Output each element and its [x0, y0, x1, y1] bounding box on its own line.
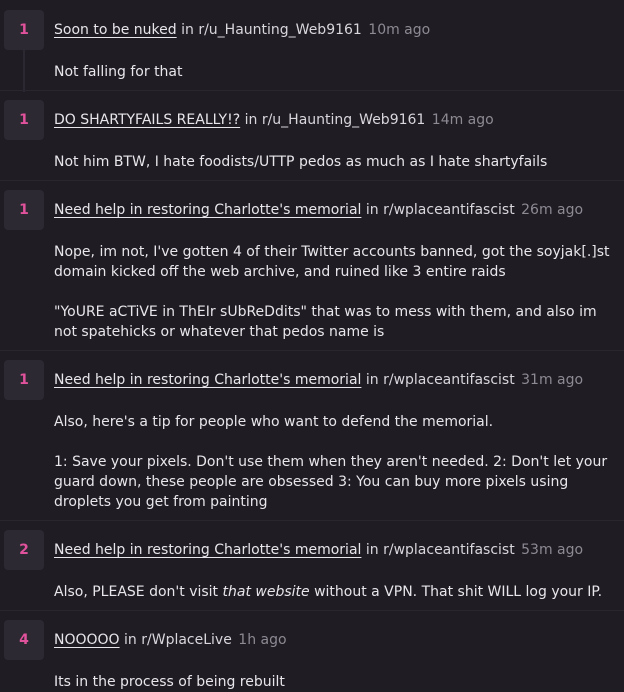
divider	[0, 90, 624, 91]
in-label: in	[365, 542, 379, 558]
comment-meta	[54, 530, 583, 570]
divider	[0, 610, 624, 611]
timestamp: 10m ago	[368, 22, 431, 38]
score-value: 1	[19, 112, 29, 128]
post-title-link[interactable]: Need help in restoring Charlotte's memorial	[54, 542, 362, 558]
post-title-link[interactable]: DO SHARTYFAILS REALLY!?	[54, 112, 241, 128]
comment-meta	[54, 100, 494, 140]
divider	[0, 350, 624, 351]
comment-body	[54, 582, 614, 602]
post-title-link[interactable]: Need help in restoring Charlotte's memorial	[54, 372, 362, 388]
comment-meta	[54, 10, 430, 50]
timestamp: 1h ago	[238, 632, 287, 648]
post-title-link[interactable]: Soon to be nuked	[54, 22, 177, 38]
score-badge[interactable]	[4, 530, 44, 570]
comment-paragraph: Not him BTW, I hate foodists/UTTP pedos as much as I hate shartyfails	[54, 154, 548, 170]
score-value: 2	[19, 542, 29, 558]
timestamp: 14m ago	[431, 112, 494, 128]
comment-body	[54, 62, 614, 82]
timestamp: 53m ago	[521, 542, 584, 558]
timestamp: 26m ago	[521, 202, 584, 218]
in-label: in	[365, 372, 379, 388]
score-badge[interactable]	[4, 620, 44, 660]
subreddit-link[interactable]: r/u_Haunting_Web9161	[198, 22, 362, 38]
timestamp: 31m ago	[521, 372, 584, 388]
comment-meta	[54, 190, 583, 230]
comment-body	[54, 412, 614, 512]
subreddit-link[interactable]: r/wplaceantifascist	[383, 202, 515, 218]
comment-body	[54, 152, 614, 172]
score-value: 1	[19, 22, 29, 38]
emphasized-text: that website	[222, 584, 310, 600]
comment-body	[54, 672, 614, 692]
score-badge[interactable]	[4, 10, 44, 50]
score-badge[interactable]	[4, 190, 44, 230]
score-value: 4	[19, 632, 29, 648]
subreddit-link[interactable]: r/wplaceantifascist	[383, 542, 515, 558]
in-label: in	[181, 22, 194, 38]
thread-line	[23, 50, 25, 92]
comment-paragraph: Nope, im not, I've gotten 4 of their Twitter accounts banned, got the soyjak[.]st domain kicked off the web archive, and ruined like 3 entire raids	[54, 244, 610, 280]
in-label: in	[124, 632, 137, 648]
subreddit-link[interactable]: r/u_Haunting_Web9161	[261, 112, 426, 128]
subreddit-link[interactable]: r/wplaceantifascist	[383, 372, 515, 388]
comment-meta	[54, 620, 287, 660]
score-badge[interactable]	[4, 100, 44, 140]
post-title-link[interactable]: Need help in restoring Charlotte's memorial	[54, 202, 362, 218]
in-label: in	[365, 202, 379, 218]
comment-paragraph: Its in the process of being rebuilt	[54, 674, 285, 690]
subreddit-link[interactable]: r/WplaceLive	[141, 632, 232, 648]
comment-paragraph: 1: Save your pixels. Don't use them when they aren't needed. 2: Don't let your guard down, these people are obsessed 3: You can buy more pixels using droplets you get from painting	[54, 454, 608, 510]
comment-paragraph	[54, 582, 614, 602]
body-text: without a VPN. That shit WILL log your IP.	[309, 584, 603, 600]
score-value: 1	[19, 372, 29, 388]
comment-meta	[54, 360, 583, 400]
body-text: Also, PLEASE don't visit	[54, 584, 223, 600]
comment-paragraph: "YoURE aCTiVE in ThEIr sUbReDdits" that was to mess with them, and also im not spatehicks or whatever that pedos name is	[54, 304, 597, 340]
comment-paragraph: Also, here's a tip for people who want to defend the memorial.	[54, 414, 494, 430]
divider	[0, 520, 624, 521]
post-title-link[interactable]: NOOOOO	[54, 632, 120, 648]
in-label: in	[244, 112, 258, 128]
score-value: 1	[19, 202, 29, 218]
divider	[0, 180, 624, 181]
score-badge[interactable]	[4, 360, 44, 400]
comment-body	[54, 242, 614, 342]
comment-paragraph: Not falling for that	[54, 64, 183, 80]
